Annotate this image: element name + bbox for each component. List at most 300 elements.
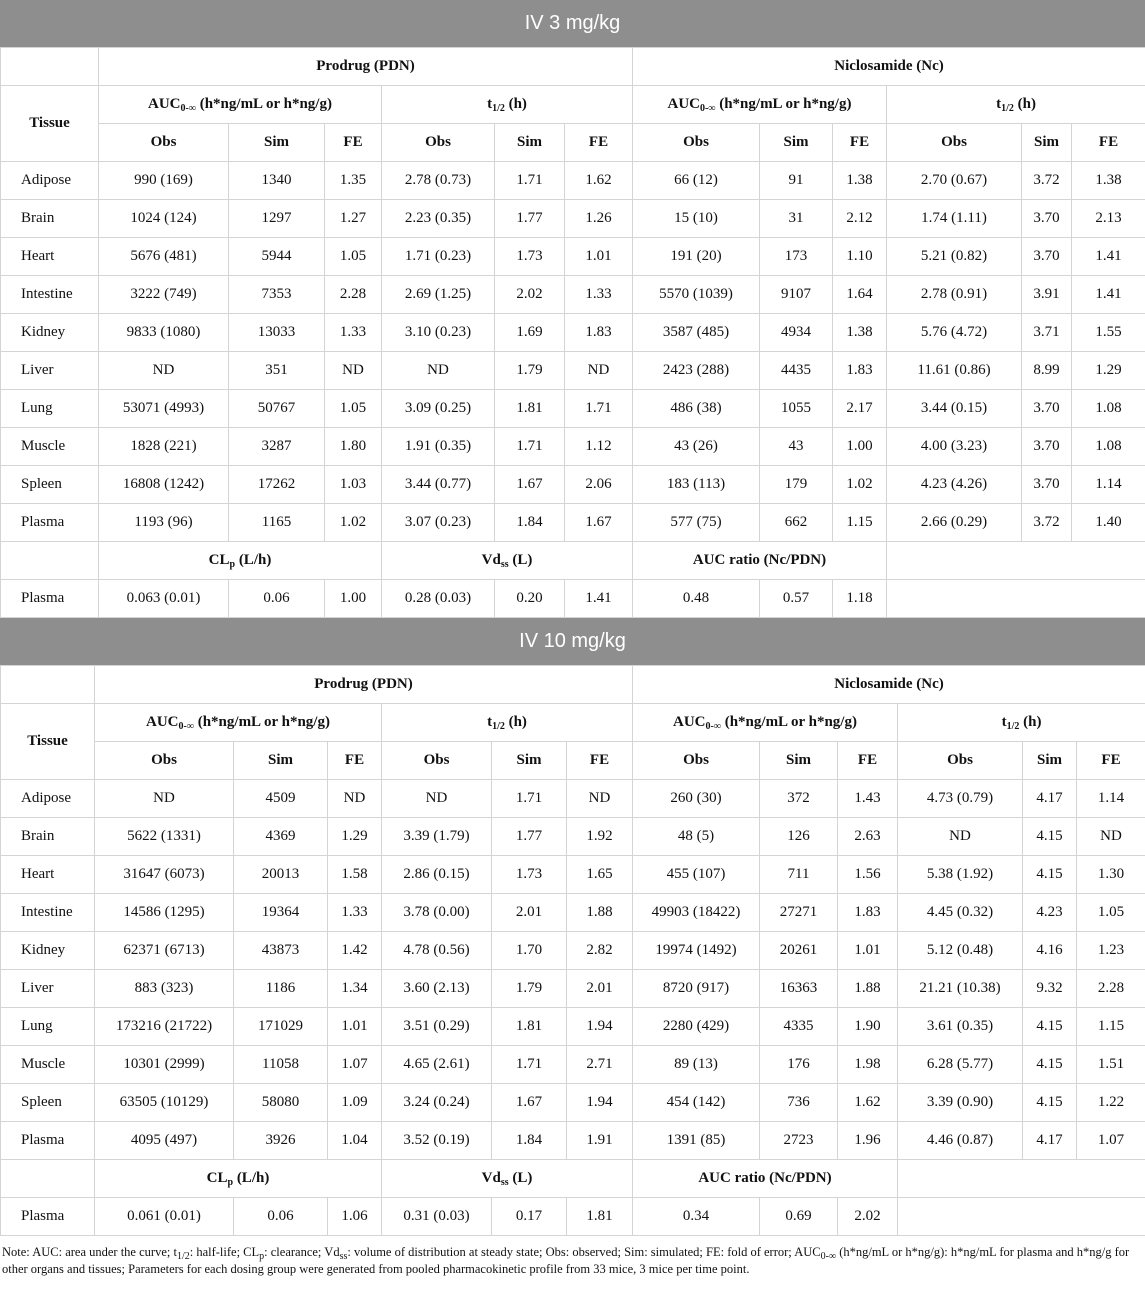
table-cell: 2.66 (0.29) [887,504,1022,542]
table-cell: 1.00 [325,580,382,618]
header-label: Vd [481,1170,501,1186]
table-cell: 1.38 [833,314,887,352]
table-cell: 1.38 [833,162,887,200]
table-row [1,162,1145,200]
table-cell: 4.45 (0.32) [898,894,1023,932]
table-row [1,932,1145,970]
table-cell: 0.69 [760,1198,838,1236]
pk-table [0,665,1145,1236]
table-cell: 1.02 [325,504,382,542]
table-cell: 1.08 [1072,390,1145,428]
header-subscript: p [229,559,236,570]
table-cell: 3.78 (0.00) [382,894,492,932]
header-label: CL [206,1170,228,1186]
table-row [1,1084,1145,1122]
table-cell: 711 [760,856,838,894]
table-cell: 0.17 [492,1198,567,1236]
header-unit: (h) [1013,96,1036,112]
table-cell: 1.71 [495,428,565,466]
table-cell: 1.12 [565,428,633,466]
table-cell: 1.01 [328,1008,382,1046]
table-cell: 1024 (124) [99,200,229,238]
table-cell: 8.99 [1022,352,1072,390]
table-cell: 1.88 [838,970,898,1008]
header-unit: (h*ng/mL or h*ng/g) [195,96,332,112]
table-cell: 2423 (288) [633,352,760,390]
header-unit: (L) [508,1170,533,1186]
table-cell: 126 [760,818,838,856]
tissue-name: Intestine [1,894,95,932]
header-subscript: ss [500,1177,509,1188]
table-cell: 16363 [760,970,838,1008]
table-cell: 9107 [760,276,833,314]
table-cell: 1.05 [325,238,382,276]
table-cell: ND [325,352,382,390]
table-cell: ND [382,352,495,390]
table-cell: 1.41 [565,580,633,618]
tissue-header: Tissue [1,86,99,162]
table-cell: 1.73 [492,856,567,894]
table-cell: 1.83 [565,314,633,352]
header-subscript: p [227,1177,234,1188]
tissue-name: Brain [1,818,95,856]
table-cell [898,1160,1145,1198]
header-unit: (h*ng/mL or h*ng/g) [720,714,857,730]
half-life-header [382,86,633,124]
table-cell: 1.65 [567,856,633,894]
table-cell: 5944 [229,238,325,276]
table-cell: ND [898,818,1023,856]
table-cell: 4.65 (2.61) [382,1046,492,1084]
table-cell: 2.71 [567,1046,633,1084]
tissue-name: Adipose [1,780,95,818]
table-cell: 1.42 [328,932,382,970]
table-cell: 883 (323) [95,970,234,1008]
table-cell: 1165 [229,504,325,542]
table-cell: 1.07 [1077,1122,1145,1160]
header-subscript: 0-∞ [700,103,716,114]
table-cell: 1.71 [492,780,567,818]
table-cell: 4.73 (0.79) [898,780,1023,818]
table-row [1,504,1145,542]
table-cell: 2.82 [567,932,633,970]
table-cell: 3.44 (0.77) [382,466,495,504]
table-cell [1,48,99,86]
auc-header [99,86,382,124]
table-cell: 1.33 [328,894,382,932]
table-cell: 3.70 [1022,428,1072,466]
column-header: FE [567,742,633,780]
table-cell: 4.23 [1023,894,1077,932]
table-cell: 1.22 [1077,1084,1145,1122]
table-cell: 486 (38) [633,390,760,428]
header-unit: (h) [504,714,527,730]
table-cell: 1.33 [325,314,382,352]
table-cell: 3287 [229,428,325,466]
table-cell: 1.51 [1077,1046,1145,1084]
table-cell: 3926 [234,1122,328,1160]
table-cell: 21.21 (10.38) [898,970,1023,1008]
header-unit: (h*ng/mL or h*ng/g) [193,714,330,730]
table-cell: 1.71 [495,162,565,200]
column-header: FE [1077,742,1145,780]
column-header: Obs [633,742,760,780]
half-life-header [887,86,1145,124]
table-cell: 1.81 [492,1008,567,1046]
table-cell: 2.70 (0.67) [887,162,1022,200]
table-cell: 1.05 [1077,894,1145,932]
table-cell: 4.15 [1023,856,1077,894]
table-cell: 1.62 [565,162,633,200]
table-cell: 0.063 (0.01) [99,580,229,618]
table-cell: 1.40 [1072,504,1145,542]
prodrug-header: Prodrug (PDN) [95,666,633,704]
niclosamide-header: Niclosamide (Nc) [633,666,1145,704]
table-cell [1,542,99,580]
header-label: t [1001,714,1007,730]
header-row-parameter [1,86,1145,124]
header-row-obs-sim-fe [1,124,1145,162]
table-cell: 1.41 [1072,238,1145,276]
header-label: Vd [481,552,501,568]
table-cell [887,542,1145,580]
table-row [1,200,1145,238]
header-row-compound [1,48,1145,86]
table-cell: ND [567,780,633,818]
tissue-name: Kidney [1,314,99,352]
table-cell: 2.01 [567,970,633,1008]
auc-header [633,704,898,742]
table-cell: ND [95,780,234,818]
table-cell: 1193 (96) [99,504,229,542]
plasma-parameter-row [1,580,1145,618]
table-cell: 9833 (1080) [99,314,229,352]
table-cell: ND [382,780,492,818]
table-cell: 16808 (1242) [99,466,229,504]
table-cell: 4.16 [1023,932,1077,970]
header-unit: (L) [508,552,533,568]
column-header: FE [325,124,382,162]
table-cell: 2723 [760,1122,838,1160]
table-cell: 4.23 (4.26) [887,466,1022,504]
table-cell: 3.70 [1022,238,1072,276]
table-cell: 1.79 [495,352,565,390]
table-cell: ND [328,780,382,818]
table-cell: 63505 (10129) [95,1084,234,1122]
table-row [1,390,1145,428]
volume-distribution-header [382,1160,633,1198]
column-header: FE [1072,124,1145,162]
table-cell: 1.29 [1072,352,1145,390]
table-cell: 1.96 [838,1122,898,1160]
table-cell: 4369 [234,818,328,856]
table-cell: 260 (30) [633,780,760,818]
table-cell: 3.07 (0.23) [382,504,495,542]
column-header: Sim [492,742,567,780]
table-cell: 3.60 (2.13) [382,970,492,1008]
column-header: Sim [1022,124,1072,162]
table-cell: 2.06 [565,466,633,504]
table-cell: 3.52 (0.19) [382,1122,492,1160]
table-cell: 1.64 [833,276,887,314]
table-row [1,856,1145,894]
table-cell: 2.28 [1077,970,1145,1008]
table-cell: 2.28 [325,276,382,314]
table-cell: 4509 [234,780,328,818]
header-unit: (L/h) [233,1170,270,1186]
table-cell: 0.061 (0.01) [95,1198,234,1236]
table-cell [887,580,1145,618]
table-cell: 1391 (85) [633,1122,760,1160]
table-cell: 990 (169) [99,162,229,200]
table-cell: 43873 [234,932,328,970]
table-cell: 2.63 [838,818,898,856]
dose-group-title: IV 3 mg/kg [524,12,621,34]
table-cell: 1.88 [567,894,633,932]
table-cell: 43 (26) [633,428,760,466]
table-cell: 0.48 [633,580,760,618]
tissue-name: Spleen [1,1084,95,1122]
table-cell: 183 (113) [633,466,760,504]
column-header: Sim [229,124,325,162]
table-cell: 1.33 [565,276,633,314]
table-cell: 1.27 [325,200,382,238]
table-cell: 1.84 [495,504,565,542]
table-cell: 1.77 [495,200,565,238]
table-cell: 3.91 [1022,276,1072,314]
dose-group-title: IV 10 mg/kg [519,630,626,652]
column-header: FE [328,742,382,780]
dose-group-header [0,618,1145,665]
table-cell: 1.62 [838,1084,898,1122]
tissue-name: Kidney [1,932,95,970]
table-cell: 1.74 (1.11) [887,200,1022,238]
table-cell: 2.78 (0.73) [382,162,495,200]
table-cell: 1.81 [567,1198,633,1236]
table-cell: 1055 [760,390,833,428]
table-cell: 1.58 [328,856,382,894]
table-cell: 5.21 (0.82) [887,238,1022,276]
table-cell: 27271 [760,894,838,932]
header-unit: (L/h) [235,552,272,568]
table-cell [898,1198,1145,1236]
tissue-name: Liver [1,352,99,390]
plasma-parameter-row [1,1198,1145,1236]
table-cell: 1.23 [1077,932,1145,970]
table-cell: 4.15 [1023,1046,1077,1084]
table-cell: 2280 (429) [633,1008,760,1046]
header-label: AUC [673,714,706,730]
table-cell: 455 (107) [633,856,760,894]
table-cell: 3.10 (0.23) [382,314,495,352]
table-cell: 3.44 (0.15) [887,390,1022,428]
half-life-header [382,704,633,742]
table-cell: 1.43 [838,780,898,818]
table-cell: 5.38 (1.92) [898,856,1023,894]
table-cell: 3.51 (0.29) [382,1008,492,1046]
table-cell: 2.17 [833,390,887,428]
table-cell: 4.00 (3.23) [887,428,1022,466]
table-cell: 7353 [229,276,325,314]
table-cell: 2.13 [1072,200,1145,238]
table-cell: 11058 [234,1046,328,1084]
table-cell: 3.70 [1022,390,1072,428]
auc-ratio-header: AUC ratio (Nc/PDN) [633,542,887,580]
table-cell: 2.69 (1.25) [382,276,495,314]
tissue-header: Tissue [1,704,95,780]
table-cell: 2.23 (0.35) [382,200,495,238]
table-cell: 5.12 (0.48) [898,932,1023,970]
table-cell: 1.91 (0.35) [382,428,495,466]
table-cell: 1.04 [328,1122,382,1160]
header-label: AUC [148,96,181,112]
table-cell: 1.70 [492,932,567,970]
table-cell: 11.61 (0.86) [887,352,1022,390]
column-header: Sim [234,742,328,780]
niclosamide-header: Niclosamide (Nc) [633,48,1145,86]
table-cell: 1.77 [492,818,567,856]
table-cell: 2.02 [495,276,565,314]
table-cell: 3587 (485) [633,314,760,352]
table-cell: 17262 [229,466,325,504]
table-cell: 176 [760,1046,838,1084]
table-cell: 8720 (917) [633,970,760,1008]
table-cell: 1.71 [565,390,633,428]
table-cell: 1.09 [328,1084,382,1122]
table-cell: 3222 (749) [99,276,229,314]
table-cell: 1.90 [838,1008,898,1046]
table-cell: 1.18 [833,580,887,618]
auc-header [633,86,887,124]
tissue-name: Intestine [1,276,99,314]
table-cell: 9.32 [1023,970,1077,1008]
column-header: Obs [633,124,760,162]
table-cell: 4.15 [1023,818,1077,856]
table-cell: 2.01 [492,894,567,932]
table-cell: 5570 (1039) [633,276,760,314]
table-cell [1,1160,95,1198]
table-cell: 19364 [234,894,328,932]
table-cell: 4.15 [1023,1008,1077,1046]
table-row [1,276,1145,314]
table-cell: 3.39 (0.90) [898,1084,1023,1122]
header-subscript: 0-∞ [180,103,196,114]
table-cell: 4.17 [1023,1122,1077,1160]
table-row [1,970,1145,1008]
table-cell: 4.78 (0.56) [382,932,492,970]
table-cell: 1.67 [565,504,633,542]
header-label: AUC [667,96,700,112]
table-cell: 66 (12) [633,162,760,200]
table-cell: 1.34 [328,970,382,1008]
dose-group-header [0,0,1145,47]
table-cell: 1.15 [1077,1008,1145,1046]
table-cell: 89 (13) [633,1046,760,1084]
table-cell: 1.01 [838,932,898,970]
header-subscript: 0-∞ [705,721,721,732]
table-cell: 20013 [234,856,328,894]
table-row [1,352,1145,390]
table-cell: 50767 [229,390,325,428]
column-header: Obs [99,124,229,162]
table-cell: 1.38 [1072,162,1145,200]
table-cell: 1.00 [833,428,887,466]
table-cell: 1.80 [325,428,382,466]
table-cell: 48 (5) [633,818,760,856]
table-cell: 1.10 [833,238,887,276]
table-cell: 173 [760,238,833,276]
tissue-name: Plasma [1,580,99,618]
table-row [1,1046,1145,1084]
column-header: FE [838,742,898,780]
table-cell: 1.84 [492,1122,567,1160]
table-cell: 1828 (221) [99,428,229,466]
table-cell: 1.67 [495,466,565,504]
header-label: t [996,96,1002,112]
table-row [1,780,1145,818]
table-cell: 3.70 [1022,200,1072,238]
table-cell: 1.69 [495,314,565,352]
table-cell: 31 [760,200,833,238]
auc-ratio-header: AUC ratio (Nc/PDN) [633,1160,898,1198]
table-cell: 0.06 [229,580,325,618]
header-unit: (h) [1019,714,1042,730]
tissue-name: Plasma [1,1122,95,1160]
tissue-name: Spleen [1,466,99,504]
table-cell: 5622 (1331) [95,818,234,856]
table-cell: 0.28 (0.03) [382,580,495,618]
tissue-name: Lung [1,1008,95,1046]
table-cell: 0.34 [633,1198,760,1236]
half-life-header [898,704,1145,742]
table-cell: 3.72 [1022,504,1072,542]
table-row [1,1122,1145,1160]
table-cell: 2.86 (0.15) [382,856,492,894]
table-cell: 736 [760,1084,838,1122]
header-unit: (h*ng/mL or h*ng/g) [715,96,852,112]
column-header: Obs [382,742,492,780]
column-header: Obs [887,124,1022,162]
plasma-parameter-header-row [1,1160,1145,1198]
table-cell: 15 (10) [633,200,760,238]
column-header: Obs [898,742,1023,780]
table-cell: 1.14 [1077,780,1145,818]
table-cell: 3.72 [1022,162,1072,200]
table-cell: 1.83 [833,352,887,390]
header-subscript: 1/2 [492,103,505,114]
tissue-name: Muscle [1,1046,95,1084]
column-header: FE [833,124,887,162]
table-cell: 1.05 [325,390,382,428]
table-cell: 13033 [229,314,325,352]
column-header: Sim [760,742,838,780]
table-cell: 62371 (6713) [95,932,234,970]
table-cell: 1.98 [838,1046,898,1084]
table-cell: 1.03 [325,466,382,504]
auc-header [95,704,382,742]
table-cell: 0.31 (0.03) [382,1198,492,1236]
column-header: Sim [495,124,565,162]
table-cell: 2.78 (0.91) [887,276,1022,314]
table-cell: 3.71 [1022,314,1072,352]
header-row-compound [1,666,1145,704]
table-cell: 1.30 [1077,856,1145,894]
table-cell: 3.70 [1022,466,1072,504]
table-cell: 1.94 [567,1084,633,1122]
table-cell: 3.39 (1.79) [382,818,492,856]
table-cell: 1.41 [1072,276,1145,314]
table-cell: 4335 [760,1008,838,1046]
